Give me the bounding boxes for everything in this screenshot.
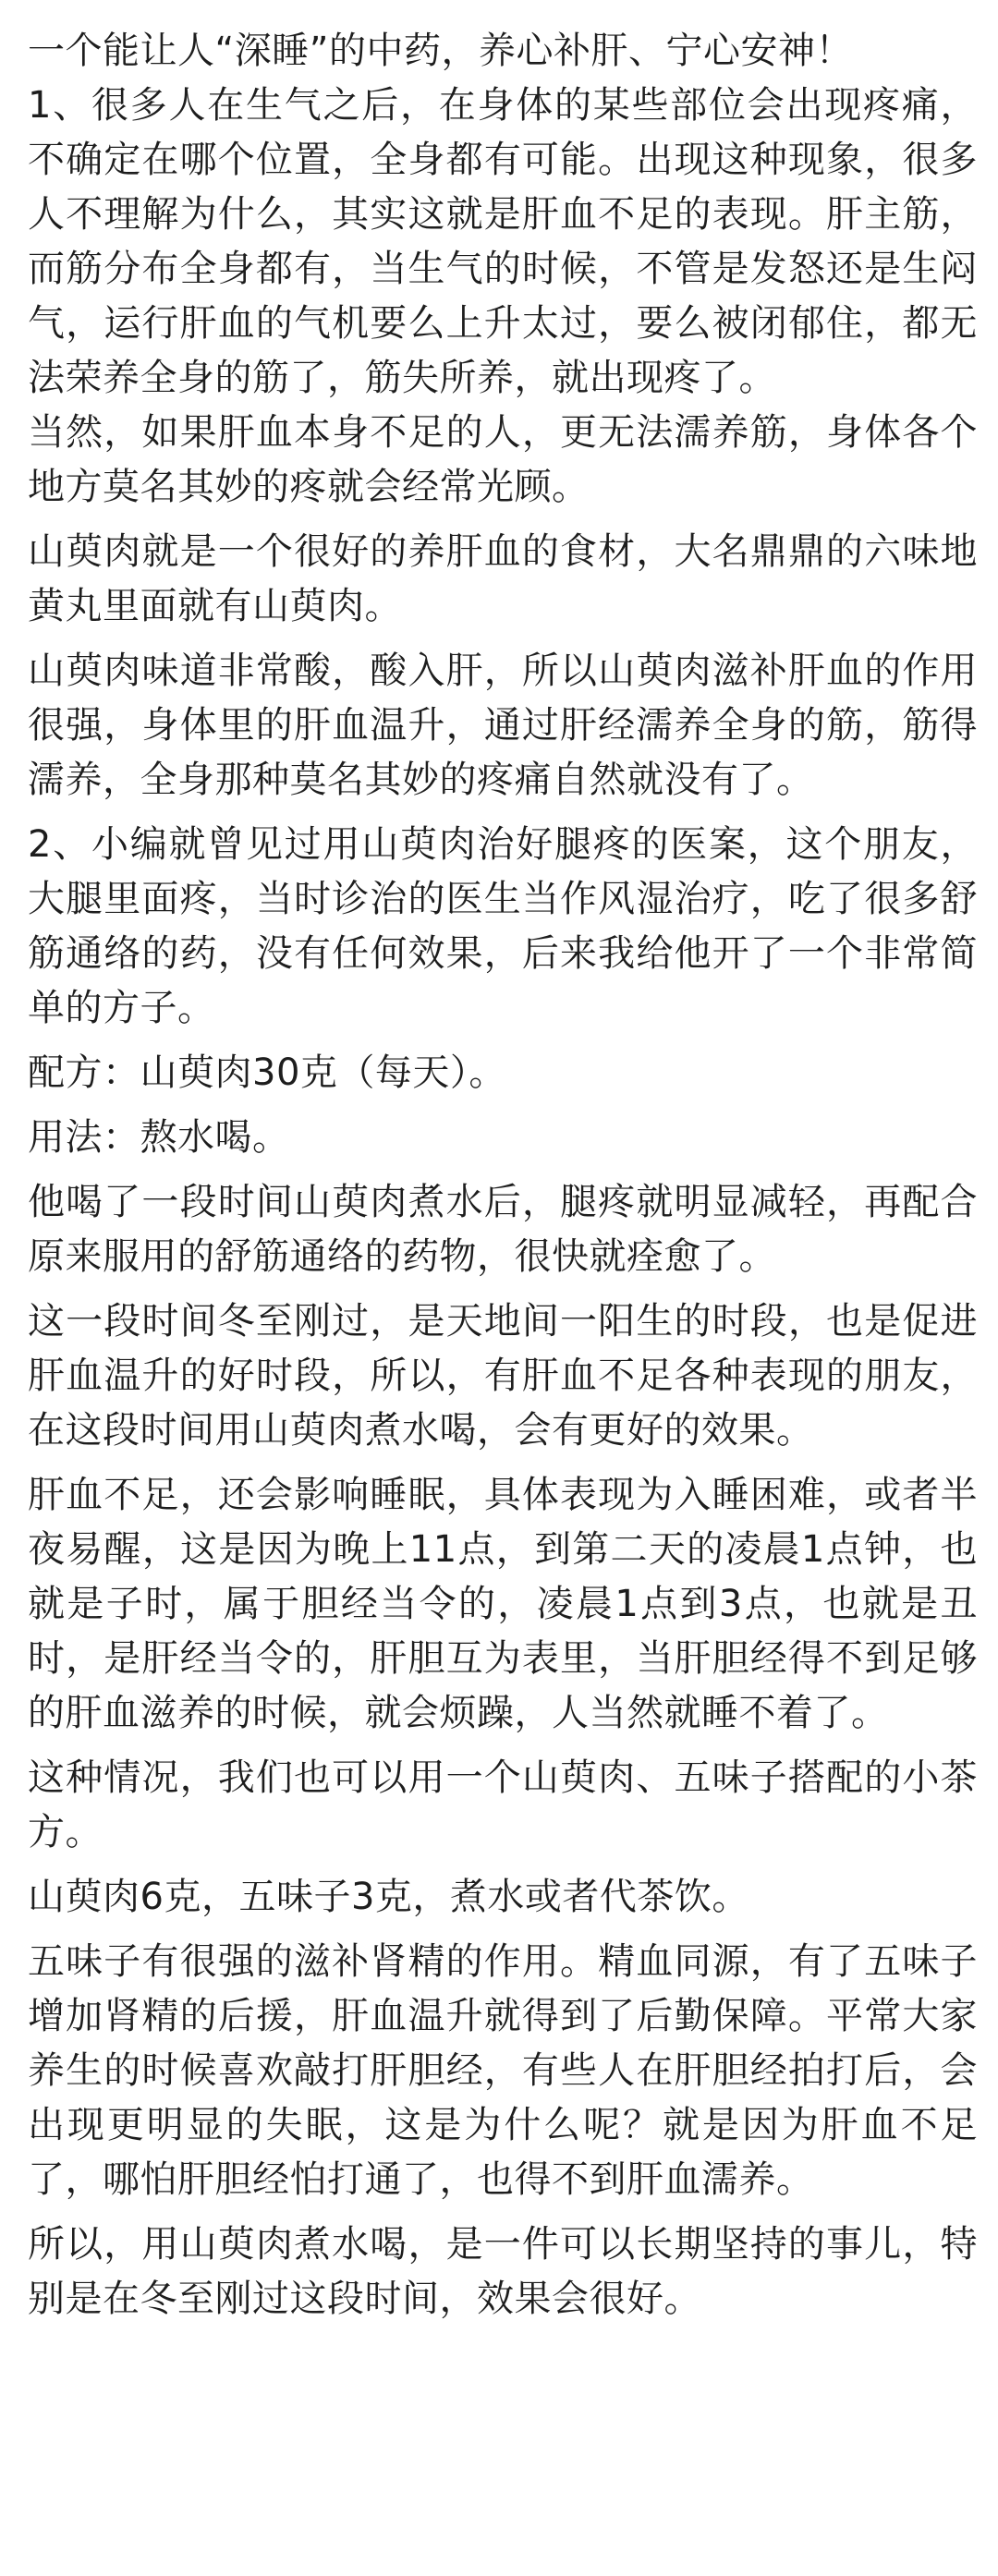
paragraph-9: 这一段时间冬至刚过，是天地间一阳生的时段，也是促进肝血温升的好时段，所以，有肝血不足各种表现的朋友，在这段时间用山萸肉煮水喝，会有更好的效果。 [28, 1300, 978, 1452]
paragraph-11: 这种情况，我们也可以用一个山萸肉、五味子搭配的小茶方。 [28, 1756, 978, 1853]
paragraph-10: 肝血不足，还会影响睡眠，具体表现为入睡困难，或者半夜易醒，这是因为晚上11点，到第二天的凌晨1点钟，也就是子时，属于胆经当令的，凌晨1点到3点，也就是丑时，是肝经当令的，肝胆互为表里，当肝胆经得不到足够的肝血滋养的时候，就会烦躁，人当然就睡不着了。 [28, 1474, 978, 1734]
paragraph-formula: 配方：山萸肉30克（每天）。 [28, 1051, 506, 1094]
bottom-fade [0, 2558, 998, 2576]
paragraph-8: 他喝了一段时间山萸肉煮水后，腿疼就明显减轻，再配合原来服用的舒筋通络的药物，很快就痊愈了。 [28, 1181, 978, 1278]
paragraph-12: 山萸肉6克，五味子3克，煮水或者代茶饮。 [28, 1876, 749, 1918]
paragraph-14: 所以，用山萸肉煮水喝，是一件可以长期坚持的事儿，特别是在冬至刚过这段时间，效果会很好。 [28, 2223, 978, 2320]
paragraph-usage: 用法：熬水喝。 [28, 1116, 290, 1159]
article-body [28, 24, 978, 2337]
paragraph-13: 五味子有很强的滋补肾精的作用。精血同源，有了五味子增加肾精的后援，肝血温升就得到了后勤保障。平常大家养生的时候喜欢敲打肝胆经，有些人在肝胆经拍打后，会出现更明显的失眠，这是为什么呢？就是因为肝血不足了，哪怕肝胆经怕打通了，也得不到肝血濡养。 [28, 1940, 978, 2201]
paragraph-1: 1、很多人在生气之后，在身体的某些部位会出现疼痛，不确定在哪个位置，全身都有可能。出现这种现象，很多人不理解为什么，其实这就是肝血不足的表现。肝主筋，而筋分布全身都有，当生气的时候，不管是发怒还是生闷气，运行肝血的气机要么上升太过，要么被闭郁住，都无法荣养全身的筋了，筋失所养，就出现疼了。 [28, 84, 978, 399]
article-title: 一个能让人“深睡”的中药，养心补肝、宁心安神！ [28, 30, 853, 72]
paragraph-5: 2、小编就曾见过用山萸肉治好腿疼的医案，这个朋友，大腿里面疼，当时诊治的医生当作风湿治疗，吃了很多舒筋通络的药，没有任何效果，后来我给他开了一个非常简单的方子。 [28, 823, 978, 1029]
paragraph-3: 山萸肉就是一个很好的养肝血的食材，大名鼎鼎的六味地黄丸里面就有山萸肉。 [28, 530, 978, 627]
paragraph-4: 山萸肉味道非常酸，酸入肝，所以山萸肉滋补肝血的作用很强，身体里的肝血温升，通过肝经濡养全身的筋，筋得濡养，全身那种莫名其妙的疼痛自然就没有了。 [28, 650, 978, 801]
paragraph-2: 当然，如果肝血本身不足的人，更无法濡养筋，身体各个地方莫名其妙的疼就会经常光顾。 [28, 411, 978, 508]
